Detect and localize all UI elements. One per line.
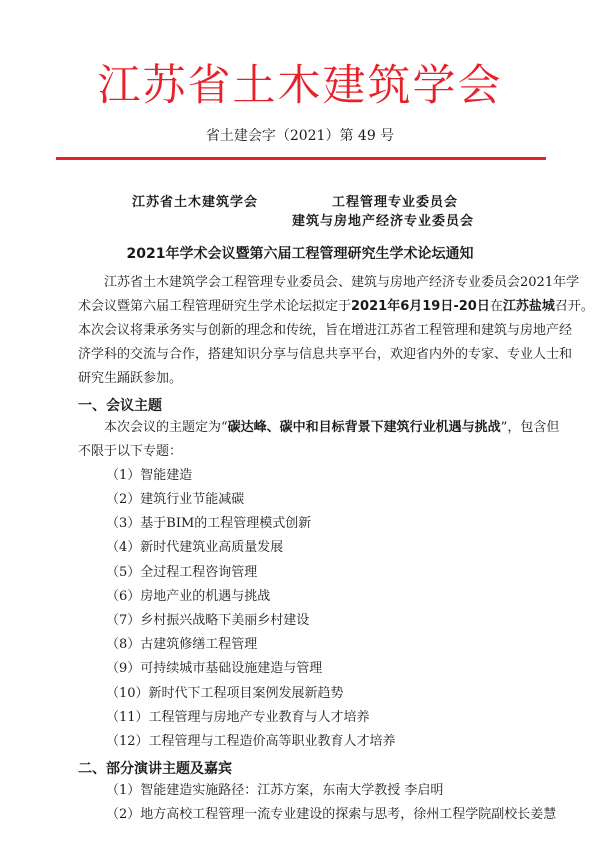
list-item: （2）建筑行业节能减碳 (106, 492, 245, 507)
theme-line (104, 420, 559, 436)
notice-title: 2021年学术会议暨第六届工程管理研究生学术论坛通知 (126, 246, 474, 262)
list-item: （12）工程管理与工程造价高等职业教育人才培养 (106, 734, 396, 749)
document-number: 省土建会字（2021）第 49 号 (205, 128, 395, 144)
list-item: （1）智能建造实施路径：江苏方案，东南大学教授 李启明 (106, 783, 444, 798)
intro-line: 济学科的交流与合作，搭建知识分享与信息共享平台，欢迎省内外的专家、专业人士和 (78, 347, 573, 362)
intro-text: 术会议暨第六届工程管理研究生学术论坛拟定于 (78, 299, 352, 314)
theme-line: 不限于以下专题： (78, 444, 183, 459)
list-item: （10）新时代下工程项目案例发展新趋势 (106, 686, 344, 701)
list-item: （2）地方高校工程管理一流专业建设的探索与思考，徐州工程学院副校长姜慧 (106, 807, 557, 822)
org-masthead: 江苏省土木建筑学会 (97, 61, 503, 111)
theme-text: 本次会议的主题定为“ (104, 420, 228, 435)
theme-text: ”，包含但 (500, 420, 560, 435)
list-item: （6）房地产业的机遇与挑战 (106, 589, 271, 604)
intro-line: 研究生踊跃参加。 (78, 371, 183, 386)
list-item: （8）古建筑修缮工程管理 (106, 637, 258, 652)
section-heading-speakers: 二、部分演讲主题及嘉宾 (78, 761, 232, 777)
intro-line (78, 299, 594, 315)
list-item: （11）工程管理与房地产专业教育与人才培养 (106, 710, 370, 725)
list-item: （3）基于BIM的工程管理模式创新 (106, 516, 312, 531)
list-item: （5）全过程工程咨询管理 (106, 565, 258, 580)
red-divider (56, 157, 546, 160)
intro-line: 江苏省土木建筑学会工程管理专业委员会、建筑与房地产经济专业委员会2021年学 (104, 275, 580, 290)
list-item: （4）新时代建筑业高质量发展 (106, 540, 284, 555)
issuer-left: 江苏省土木建筑学会 (132, 195, 259, 210)
list-item: （9）可持续城市基础设施建造与管理 (106, 661, 323, 676)
list-item: （7）乡村振兴战略下美丽乡村建设 (106, 613, 310, 628)
meeting-date: 2021年6月19日-20日 (351, 299, 490, 314)
issuer-right-1: 工程管理专业委员会 (332, 195, 459, 210)
issuer-right-2: 建筑与房地产经济专业委员会 (292, 214, 475, 229)
conference-theme: 碳达峰、碳中和目标背景下建筑行业机遇与挑战 (227, 420, 501, 435)
section-heading-theme: 一、会议主题 (78, 398, 162, 414)
meeting-place: 江苏盐城 (502, 299, 555, 314)
intro-line: 本次会议将秉承务实与创新的理念和传统，旨在增进江苏省工程管理和建筑与房地产经 (78, 323, 573, 338)
list-item: （1）智能建造 (106, 468, 193, 483)
intro-text: 在 (489, 299, 503, 314)
intro-text: 召开。 (554, 299, 594, 314)
